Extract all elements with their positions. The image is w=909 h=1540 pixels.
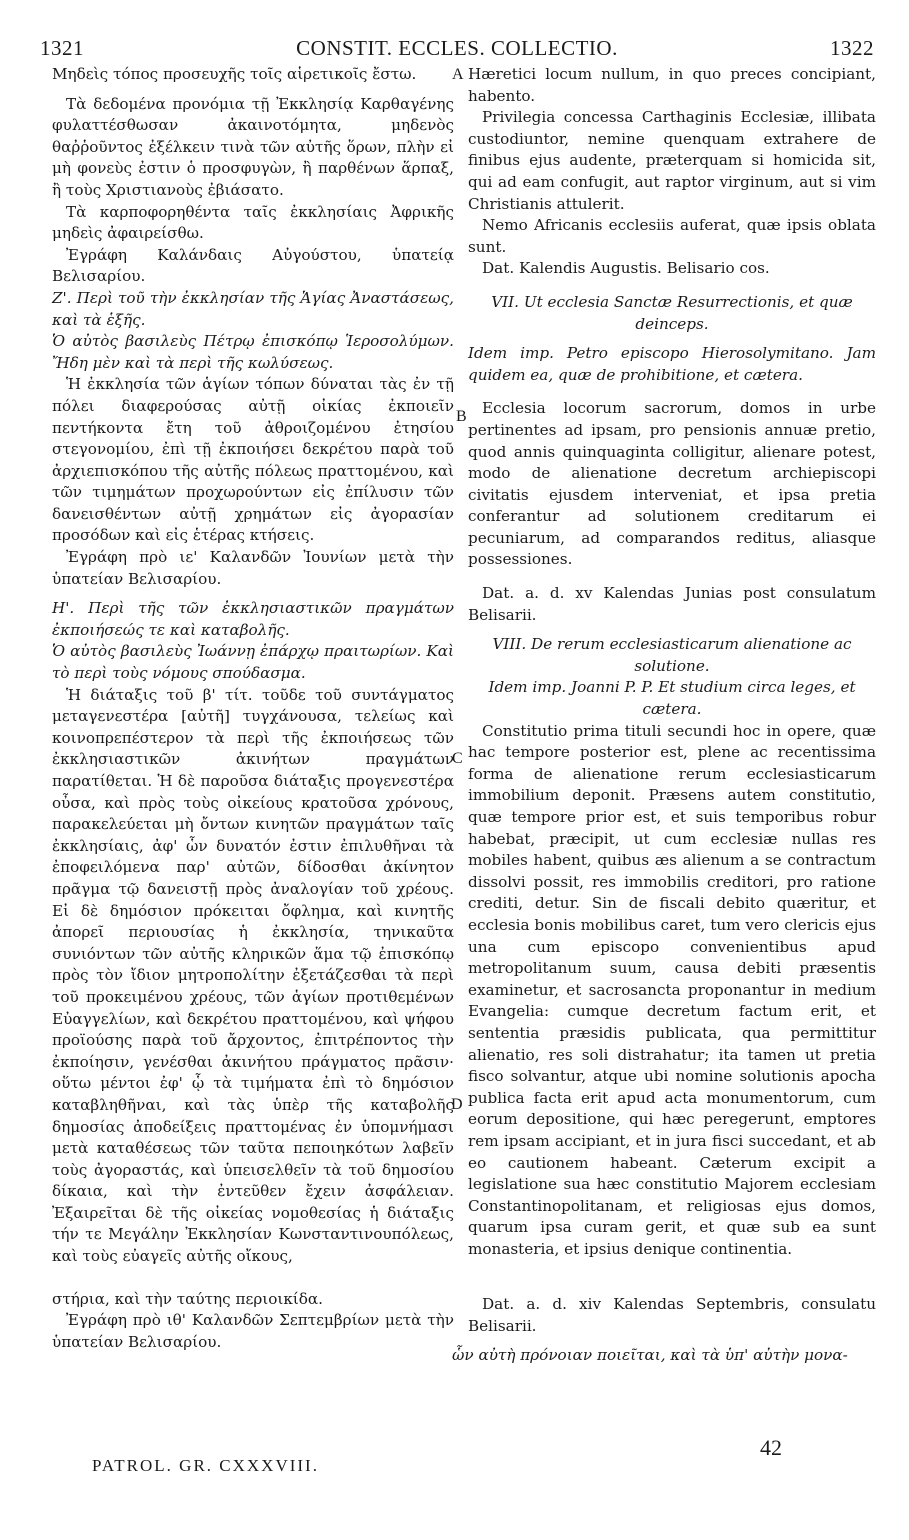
margin-marker-c: C — [452, 750, 463, 767]
latin-date-line: Dat. a. d. xv Kalendas Junias post consulatum Belisarii. — [468, 584, 876, 624]
greek-para: Μηδεὶς τόπος προσευχῆς τοῖς αἱρετικοῖς ἔστω. — [52, 65, 417, 83]
latin-date-line: Dat. Kalendis Augustis. Belisario cos. — [482, 259, 770, 278]
latin-address: Idem imp. Petro episcopo Hierosolymitano. Jam quidem ea, quæ de prohibitione, et cætera. — [468, 344, 876, 384]
greek-section-heading: Ζ'. Περὶ τοῦ τὴν ἐκκλησίαν τῆς Ἁγίας Ἀναστάσεως, καὶ τὰ ἑξῆς. — [52, 288, 454, 329]
greek-date-line: Ἐγράφη πρὸ ιε' Καλανδῶν Ἰουνίων μετὰ τὴν ὑπατείαν Βελισαρίου. — [52, 548, 454, 588]
greek-para: Τὰ δεδομένα προνόμια τῇ Ἐκκλησίᾳ Καρθαγένης φυλαττέσθωσαν ἀκαινοτόμητα, μηδενὸς θαῤῥοῦντος ἐξέλκειν τινὰ τῶν αὐτῆς ὅρων, πλὴν εἰ μὴ φονεὺς ἐστιν ὁ προσφυγὼν, ἢ παρθένων ἅρπαξ, ἢ τοὺς Χριστιανοὺς ἐβιάσατο. — [52, 94, 454, 199]
page-number-left: 1321 — [40, 36, 84, 60]
latin-section-heading: VIII. De rerum ecclesiasticarum alienatione ac solutione. — [492, 635, 852, 675]
latin-para: Privilegia concessa Carthaginis Ecclesiæ, illibata custodiuntor, nemine quenquam extrahere de finibus ejus audente, præterquam si homicida sit, qui ad eam confugit, aut raptor virginum, aut si vim Christianis attulerit. — [468, 108, 876, 213]
greek-para: στήρια, καὶ τὴν ταύτης περιοικίδα. — [52, 1289, 323, 1308]
latin-section-heading: VII. Ut ecclesia Sanctæ Resurrectionis, et quæ deinceps. — [491, 292, 853, 333]
greek-para: Ἡ διάταξις τοῦ β' τίτ. τοῦδε τοῦ συντάγματος μεταγενεστέρα [αὐτῆ] τυγχάνουσα, τελείως καὶ κοινοπρεπέστερον τὰ περὶ τῆς ἐκποιήσεως τῶν ἐκκλησιαστικῶν ἀκινήτων πραγμάτων παρατίθεται. Ἡ δὲ παροῦσα διάταξις προγενεστέρα οὖσα, καὶ πρὸς τοὺς οἰκείους κρατοῦσα χρόνους, παρακελεύεται μὴ ὄντων κινητῶν πραγμάτων ταῖς ἐκκλησίαις, ἀφ' ὧν δυνατόν ἐστιν ἐπιλυθῆναι τὰ ἐποφειλόμενα παρ' αὐτῶν, δίδοσθαι ἀκίνητον πρᾶγμα τῷ δανειστῇ πρὸς ἀναλογίαν τοῦ χρέους. Εἰ δὲ δημόσιον πρόκειται ὄφλημα, καὶ κινητῆς ἀπορεῖ περιουσίας ἡ ἐκκλησία, τηνικαῦτα συνιόντων τῶν αὐτῆς κληρικῶν ἅμα τῷ ἐπισκόπῳ πρὸς τὸν ἴδιον μητροπολίτην ἐξετάζεσθαι τὰ περὶ τοῦ προκειμένου χρέους, τῶν ἁγίων προτιθεμένων Εὐαγγελίων, καὶ δεκρέτου πραττομένου, καὶ ψήφου προϊούσης παρὰ τοῦ ἄρχοντος, ἐπιτρέποντος τὴν ἐκποίησιν, γενέσθαι ἀκινήτου πράγματος πρᾶσιν· οὕτω μέντοι ἐφ' ᾧ τὰ τιμήματα ἐπὶ τὸ δημόσιον καταβληθῆναι, καὶ τὰς ὑπὲρ τῆς καταβολῆς δημοσίας ἀποδείξεις πραττομένας ἐν ὑπομνήμασι μετὰ καταθέσεως τῶν ταῦτα πεποιηκότων λαβεῖν τοὺς ἀγοραστάς, καὶ ὑπεισελθεῖν τὰ τοῦ δημοσίου δίκαια, καὶ τὴν ἐντεῦθεν ἔχειν ἀσφάλειαν. Ἐξαιρεῖται δὲ τῆς οἰκείας νομοθεσίας ἡ διάταξις τήν τε Μεγάλην Ἐκκλησίαν Κωνσταντινουπόλεως, καὶ τοὺς εὐαγεῖς αὐτῆς οἴκους, — [52, 685, 454, 1266]
greek-address: Ὁ αὐτὸς βασιλεὺς Πέτρῳ ἐπισκόπῳ Ἱεροσολύμων. Ἤδη μὲν καὶ τὰ περὶ τῆς κωλύσεως. — [52, 332, 454, 372]
greek-section-heading: Η'. Περὶ τῆς τῶν ἐκκλησιαστικῶν πραγμάτων ἐκποιήσεώς τε καὶ καταβολῆς. — [52, 599, 454, 639]
greek-address: Ὁ αὐτὸς βασιλεὺς Ἰωάννῃ ἐπάρχῳ πραιτωρίων. Καὶ τὸ περὶ τοὺς νόμους σπούδασμα. — [52, 642, 454, 683]
greek-para: Ἡ ἐκκλησία τῶν ἁγίων τόπων δύναται τὰς ἐν τῇ πόλει διαφερούσας αὐτῇ οἰκίας ἐκποιεῖν πεντήκοντα ἔτη τοῦ ἀθροιζομένου ἐτησίου στεγονομίου, ἐπὶ τῇ ἐκποιήσει δεκρέτου παρὰ τοῦ ἀρχιεπισκόπου τῆς αὐτῆς πόλεως πραττομένου, καὶ τῶν τιμημάτων προχωρούντων εἰς ἐπίλυσιν τῶν δανεισθέντων αὐτῇ χρημάτων εἰς ἀγορασίαν προσόδων καὶ εἰς ἑτέρας κτήσεις. — [52, 375, 454, 545]
latin-para: Hæretici locum nullum, in quo preces concipiant, habento. — [468, 65, 876, 105]
latin-para: Ecclesia locorum sacrorum, domos in urbe pertinentes ad ipsam, pro pensionis annuæ pretio, quod annis quinquaginta colligitur, alienare potest, modo de alienatione decretum archiepiscopi civitatis ejusdem interveniat, et ipsa pretia conferantur ad solutionem creditarum ei pecuniarum, ad comparandos reditus, aliasque possessiones. — [468, 399, 876, 569]
page-number-right: 1322 — [830, 36, 874, 60]
footer-volume: PATROL. GR. CXXXVIII. — [92, 1456, 319, 1475]
margin-marker-a: A — [452, 66, 464, 83]
greek-column — [52, 64, 454, 1353]
latin-date-line: Dat. a. d. xiv Kalendas Septembris, consulatu Belisarii. — [468, 1295, 876, 1336]
latin-address: Idem imp. Joanni P. P. Et studium circa leges, et cætera. — [488, 678, 856, 719]
running-title: CONSTIT. ECCLES. COLLECTIO. — [296, 36, 618, 60]
footer-signature: 42 — [760, 1435, 782, 1460]
greek-continuation-line: ὧν αὐτὴ πρόνοιαν ποιεῖται, καὶ τὰ ὑπ' αὐτὴν μονα- — [452, 1346, 848, 1364]
margin-marker-b: B — [456, 408, 467, 425]
greek-para: Τὰ καρποφορηθέντα ταῖς ἐκκλησίαις Ἀφρικῆς μηδεὶς ἀφαιρείσθω. — [52, 202, 454, 243]
latin-para: Nemo Africanis ecclesiis auferat, quæ ipsis oblata sunt. — [468, 216, 876, 256]
greek-date-line: Ἐγράφη Καλάνδαις Αὐγούστου, ὑπατείᾳ Βελισαρίου. — [52, 245, 454, 286]
margin-marker-d: D — [451, 1096, 463, 1113]
latin-para: Constitutio prima tituli secundi hoc in opere, quæ hac tempore posterior est, plene ac recentissima forma de alienatione rerum ecclesiasticarum immobilium deponit. Præsens autem constitutio, quæ tempore prior est, et suis temporibus robur habebat, præcipit, ut cum ecclesiæ nullas res mobiles habent, quibus æs alienum a se contractum dissolvi possit, res immobilis creditori, pro ratione crediti, detur. Sin de fiscali debito quæritur, et ecclesia bonis mobilibus caret, tum vero clericis ejus una cum episcopo convenientibus apud metropolitanum suum, causa debiti præsentis examinetur, et sacrosancta proponantur in medium Evangelia: cumque decretum factum erit, et sententia præsidis publicata, qua permittitur alienatio, res soli distrahatur; ita tamen ut pretia fisco solvantur, atque ubi nomine solutionis apocha publica facta erit apud acta monumentorum, cum eorum depositione, qui hæc peregerunt, emptores rem ipsam accipiant, et in jura fisci succedant, et ab eo cautionem habeant. Cæterum excipit a legislatione sua hæc constitutio Majorem ecclesiam Constantinopolitanam, et religiosas ejus domos, quarum ipsa curam gerit, et quæ sub ea sunt monasteria, et ipsius denique continentia. — [468, 721, 876, 1258]
latin-column — [468, 64, 876, 1338]
greek-date-line: Ἐγράφη πρὸ ιθ' Καλανδῶν Σεπτεμβρίων μετὰ τὴν ὑπατείαν Βελισαρίου. — [52, 1311, 454, 1351]
page-header — [40, 36, 874, 64]
